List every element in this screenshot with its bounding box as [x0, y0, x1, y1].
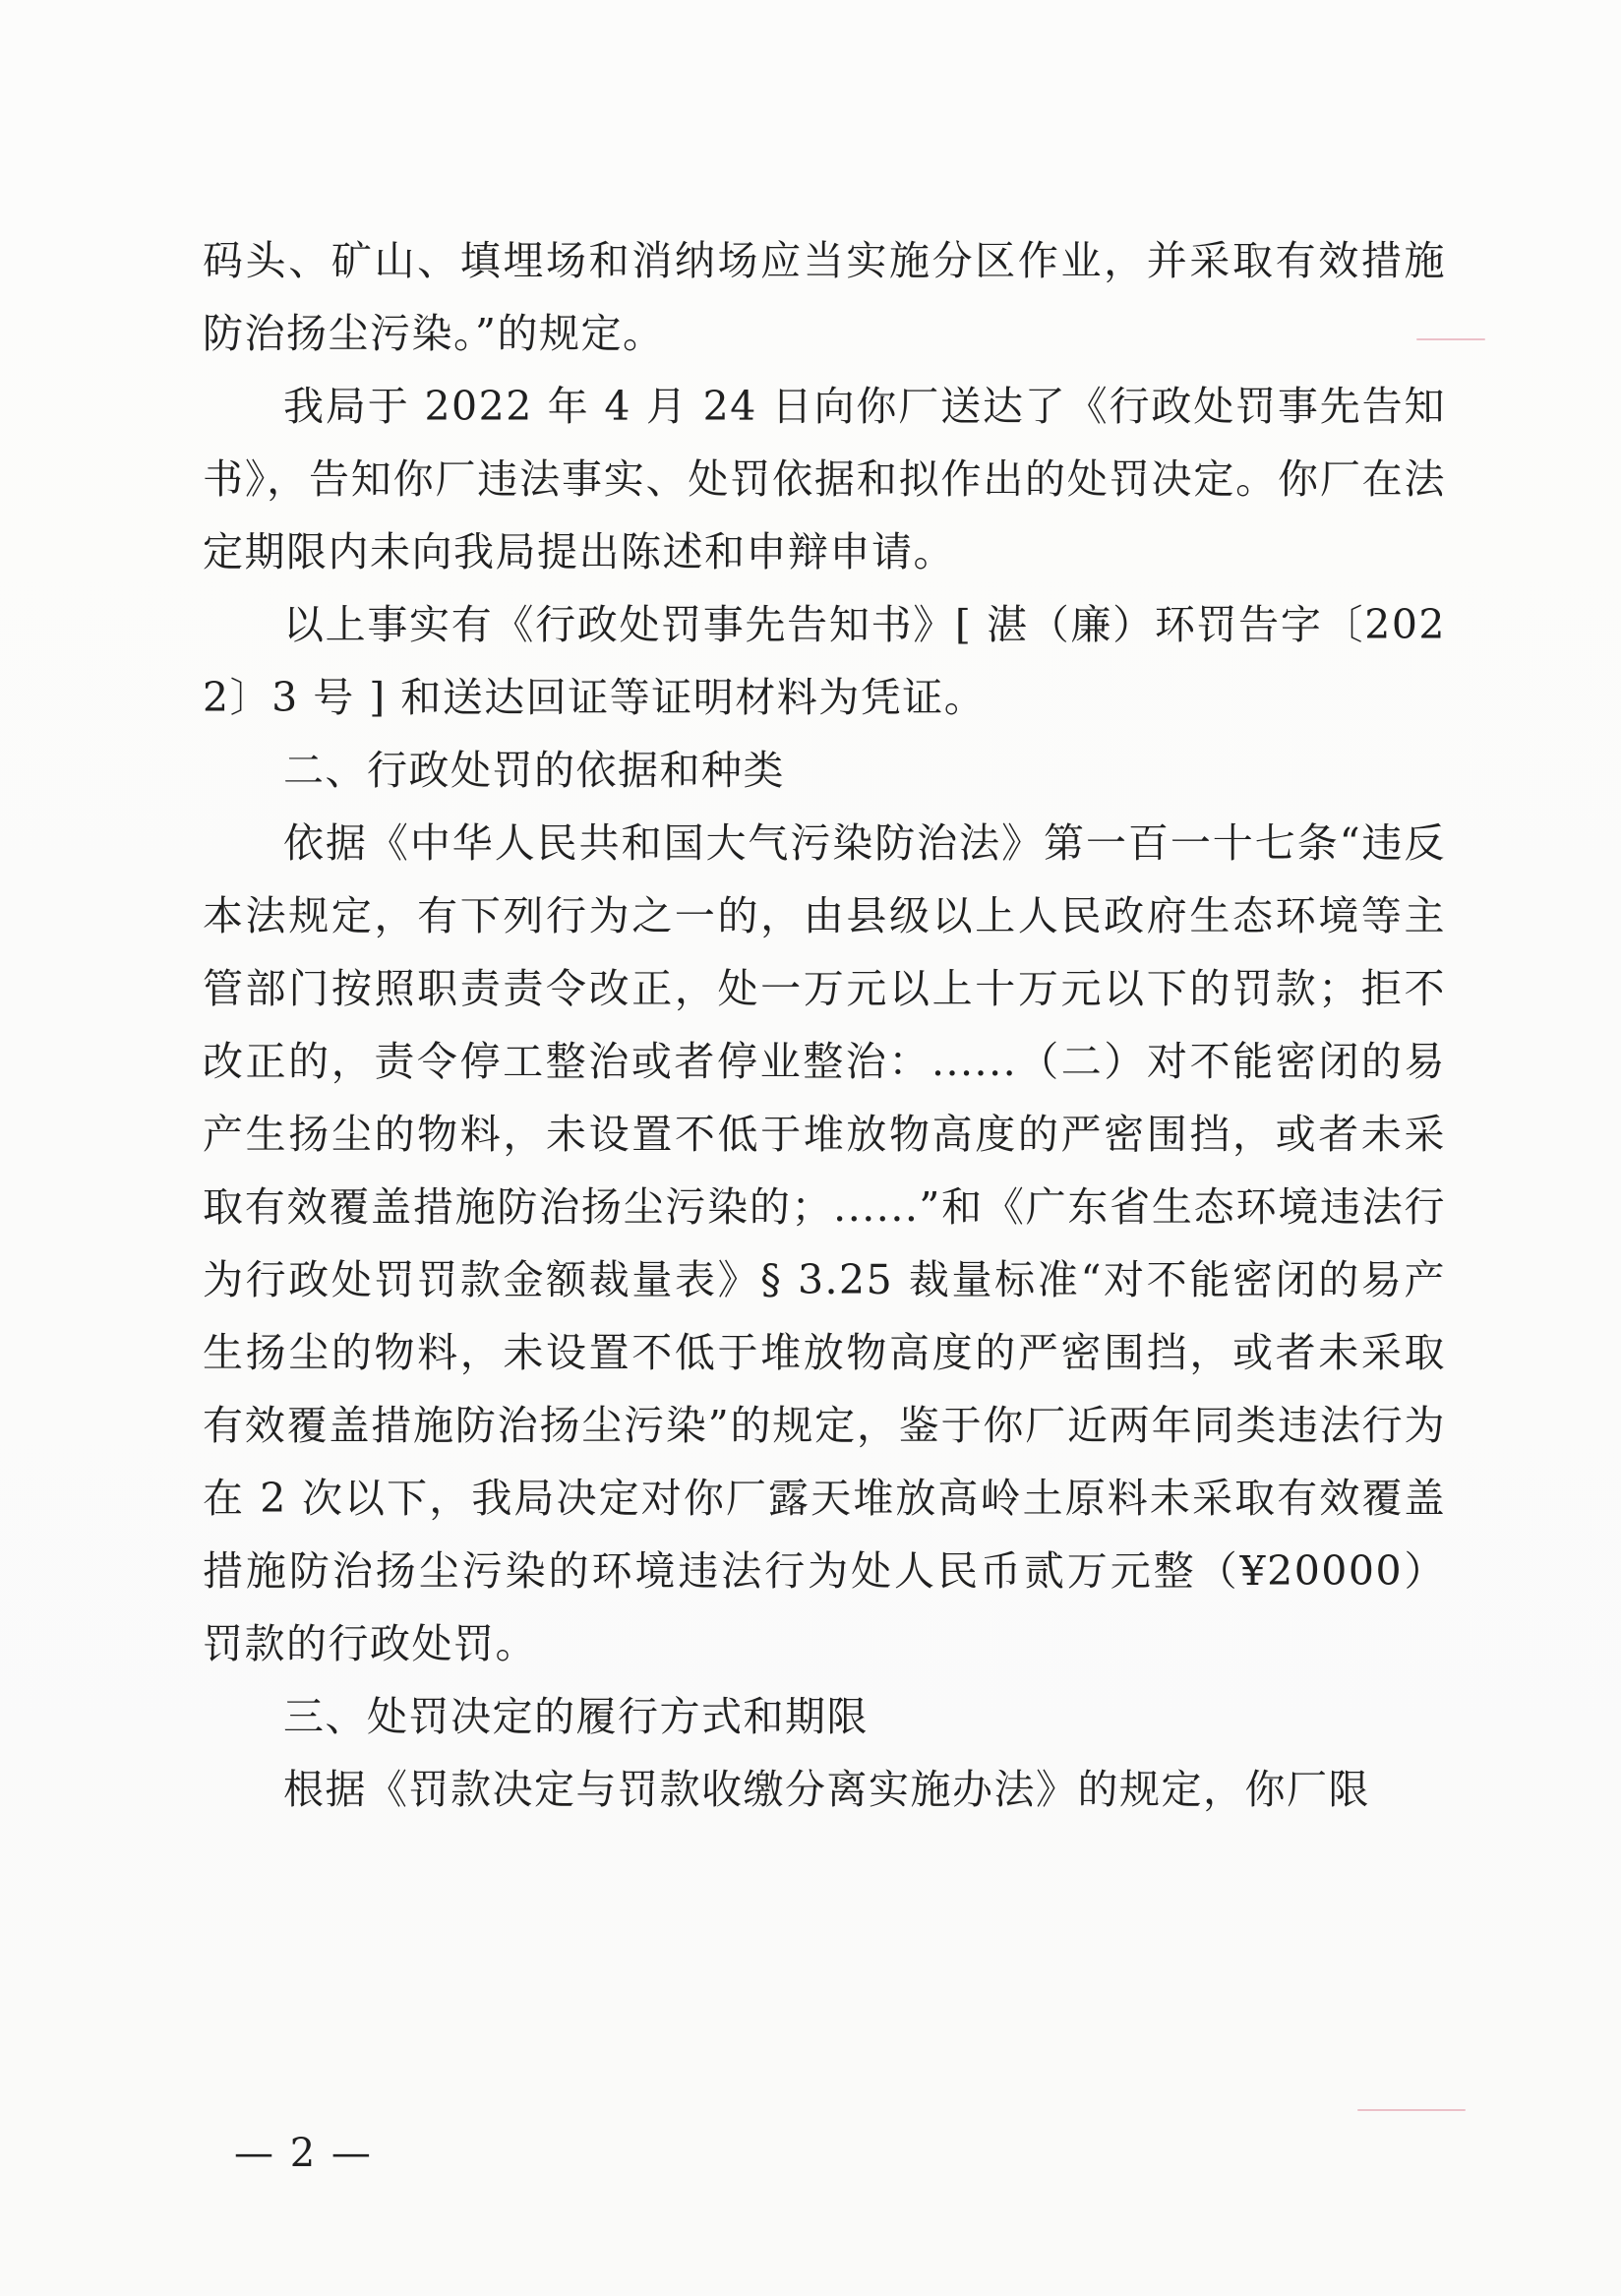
section-heading-penalty-basis: 二、行政处罚的依据和种类	[283, 747, 785, 794]
document-content	[203, 224, 1446, 1826]
paragraph-evidence: 以上事实有《行政处罚事先告知书》[ 湛（廉）环罚告字〔2022〕3 号 ] 和送达回证等证明材料为凭证。	[203, 601, 1446, 721]
paragraph-performance-method: 根据《罚款决定与罚款收缴分离实施办法》的规定，你厂限	[283, 1766, 1370, 1813]
scan-mark	[1357, 2109, 1466, 2111]
paragraph-notice-delivery: 我局于 2022 年 4 月 24 日向你厂送达了《行政处罚事先告知书》，告知你厂违法事实、处罚依据和拟作出的处罚决定。你厂在法定期限内未向我局提出陈述和申辩申请。	[203, 383, 1446, 575]
page-number: — 2 —	[234, 2131, 373, 2176]
paragraph-penalty-basis: 依据《中华人民共和国大气污染防治法》第一百一十七条“违反本法规定，有下列行为之一的，由县级以上人民政府生态环境等主管部门按照职责责令改正，处一万元以上十万元以下的罚款；拒不改正的，责令停工整治或者停业整治：......（二）对不能密闭的易产生扬尘的物料，未设置不低于堆放物高度的严密围挡，或者未采取有效覆盖措施防治扬尘污染的；......”和《广东省生态环境违法行为行政处罚罚款金额裁量表》§ 3.25 裁量标准“对不能密闭的易产生扬尘的物料，未设置不低于堆放物高度的严密围挡，或者未采取有效覆盖措施防治扬尘污染”的规定，鉴于你厂近两年同类违法行为在 2 次以下，我局决定对你厂露天堆放高岭土原料未采取有效覆盖措施防治扬尘污染的环境违法行为处人民币贰万元整（¥20000）罚款的行政处罚。	[203, 819, 1446, 1667]
section-heading-performance-method: 三、处罚决定的履行方式和期限	[283, 1693, 869, 1740]
paragraph-scope-clause: 码头、矿山、填埋场和消纳场应当实施分区作业，并采取有效措施防治扬尘污染。”的规定。	[203, 237, 1446, 357]
